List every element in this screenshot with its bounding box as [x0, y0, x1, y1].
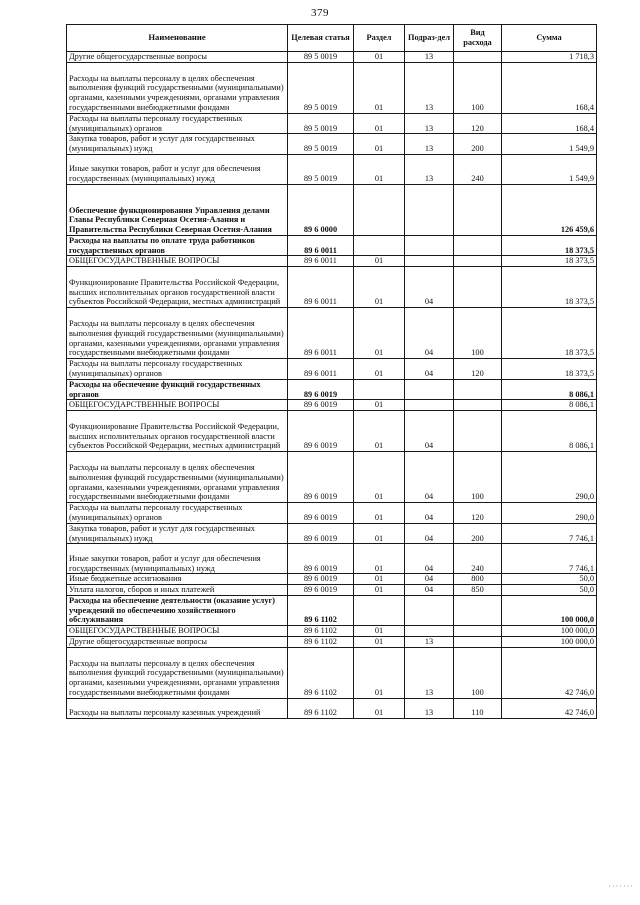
row-subsection: 13	[405, 62, 454, 113]
row-section: 01	[354, 647, 405, 698]
header-name: Наименование	[67, 25, 288, 52]
header-sum: Сумма	[502, 25, 597, 52]
row-subsection: 04	[405, 574, 454, 585]
table-row	[67, 647, 597, 698]
row-target-article: 89 6 0019	[288, 523, 354, 544]
row-subsection: 04	[405, 359, 454, 380]
row-expense-type	[454, 400, 502, 411]
row-name: Расходы на выплаты персоналу казенных учреждений	[67, 698, 288, 718]
row-subsection: 13	[405, 154, 454, 184]
row-sum: 1 549,9	[502, 154, 597, 184]
table-row	[67, 595, 597, 625]
row-subsection	[405, 184, 454, 235]
row-expense-type	[454, 636, 502, 647]
row-target-article: 89 6 0019	[288, 411, 354, 452]
row-target-article: 89 6 1102	[288, 626, 354, 637]
row-expense-type: 110	[454, 698, 502, 718]
row-subsection: 13	[405, 636, 454, 647]
table-row	[67, 585, 597, 596]
row-sum: 18 373,5	[502, 267, 597, 308]
row-section: 01	[354, 134, 405, 155]
row-target-article: 89 6 0019	[288, 379, 354, 400]
row-name: Иные бюджетные ассигнования	[67, 574, 288, 585]
row-target-article: 89 6 1102	[288, 595, 354, 625]
row-section: 01	[354, 308, 405, 359]
row-section: 01	[354, 452, 405, 503]
row-sum: 1 549,9	[502, 134, 597, 155]
row-name: Расходы на выплаты персоналу государственных (муниципальных) органов	[67, 503, 288, 524]
row-name: ОБЩЕГОСУДАРСТВЕННЫЕ ВОПРОСЫ	[67, 256, 288, 267]
row-target-article: 89 6 0011	[288, 235, 354, 256]
row-target-article: 89 5 0019	[288, 62, 354, 113]
table-row	[67, 267, 597, 308]
row-sum: 290,0	[502, 452, 597, 503]
row-expense-type: 800	[454, 574, 502, 585]
row-name: Функционирование Правительства Российской Федерации, высших исполнительных органов государственной власти субъектов Российской Федерации, местных администраций	[67, 411, 288, 452]
header-subsection: Подраз-дел	[405, 25, 454, 52]
row-expense-type	[454, 626, 502, 637]
row-sum: 126 459,6	[502, 184, 597, 235]
table-row	[67, 452, 597, 503]
row-sum: 18 373,5	[502, 308, 597, 359]
row-name: Расходы на выплаты персоналу государственных (муниципальных) органов	[67, 359, 288, 380]
row-target-article: 89 6 0019	[288, 585, 354, 596]
row-name: Функционирование Правительства Российской Федерации, высших исполнительных органов государственной власти субъектов Российской Федерации, местных администраций	[67, 267, 288, 308]
row-section	[354, 379, 405, 400]
row-subsection	[405, 379, 454, 400]
budget-table	[66, 24, 597, 719]
page-number: 379	[311, 7, 329, 19]
row-target-article: 89 6 0011	[288, 308, 354, 359]
row-sum: 18 373,5	[502, 235, 597, 256]
table-body	[67, 52, 597, 719]
row-target-article: 89 6 0019	[288, 503, 354, 524]
row-expense-type: 240	[454, 154, 502, 184]
row-subsection: 13	[405, 647, 454, 698]
row-target-article: 89 5 0019	[288, 134, 354, 155]
row-name: Уплата налогов, сборов и иных платежей	[67, 585, 288, 596]
row-expense-type: 120	[454, 359, 502, 380]
row-section: 01	[354, 154, 405, 184]
table-row	[67, 379, 597, 400]
row-name: Расходы на обеспечение функций государственных органов	[67, 379, 288, 400]
row-sum: 100 000,0	[502, 595, 597, 625]
row-target-article: 89 6 0011	[288, 267, 354, 308]
row-subsection: 04	[405, 452, 454, 503]
row-name: Другие общегосударственные вопросы	[67, 636, 288, 647]
row-expense-type: 240	[454, 544, 502, 574]
row-subsection: 04	[405, 267, 454, 308]
row-name: ОБЩЕГОСУДАРСТВЕННЫЕ ВОПРОСЫ	[67, 400, 288, 411]
row-name: Расходы на обеспечение деятельности (оказание услуг) учреждений по обеспечению хозяйственного обслуживания	[67, 595, 288, 625]
row-section: 01	[354, 400, 405, 411]
row-expense-type: 100	[454, 647, 502, 698]
table-row	[67, 52, 597, 63]
row-subsection: 04	[405, 411, 454, 452]
row-sum: 168,4	[502, 113, 597, 134]
table-row	[67, 626, 597, 637]
row-sum: 1 718,3	[502, 52, 597, 63]
row-expense-type: 200	[454, 134, 502, 155]
row-subsection	[405, 595, 454, 625]
row-target-article: 89 6 0000	[288, 184, 354, 235]
row-section	[354, 595, 405, 625]
row-section: 01	[354, 52, 405, 63]
row-target-article: 89 6 0019	[288, 574, 354, 585]
row-name: Расходы на выплаты персоналу в целях обеспечения выполнения функций государственными (муниципальными) органами, казенными учреждениями, органами управления государственными внебюджетными фондами	[67, 62, 288, 113]
table-header	[67, 25, 597, 52]
row-sum: 50,0	[502, 574, 597, 585]
row-subsection: 13	[405, 113, 454, 134]
row-subsection: 13	[405, 134, 454, 155]
row-name: Другие общегосударственные вопросы	[67, 52, 288, 63]
table-row	[67, 411, 597, 452]
row-section: 01	[354, 698, 405, 718]
row-expense-type: 850	[454, 585, 502, 596]
row-subsection: 04	[405, 544, 454, 574]
row-subsection: 04	[405, 308, 454, 359]
row-target-article: 89 5 0019	[288, 154, 354, 184]
row-section: 01	[354, 636, 405, 647]
row-section: 01	[354, 544, 405, 574]
row-subsection	[405, 235, 454, 256]
table-row	[67, 698, 597, 718]
footer-decoration: ·······	[608, 882, 634, 891]
row-section: 01	[354, 62, 405, 113]
row-target-article: 89 6 0019	[288, 400, 354, 411]
header-section: Раздел	[354, 25, 405, 52]
row-section: 01	[354, 267, 405, 308]
row-name: Обеспечение функционирования Управления делами Главы Республики Северная Осетия-Алания и Правительства Республики Северная Осетия-Алания	[67, 184, 288, 235]
table-row	[67, 256, 597, 267]
row-sum: 8 086,1	[502, 411, 597, 452]
row-target-article: 89 6 1102	[288, 647, 354, 698]
row-target-article: 89 6 1102	[288, 698, 354, 718]
row-expense-type: 100	[454, 308, 502, 359]
row-sum: 290,0	[502, 503, 597, 524]
row-name: Закупка товаров, работ и услуг для государственных (муниципальных) нужд	[67, 134, 288, 155]
row-target-article: 89 5 0019	[288, 52, 354, 63]
table-row	[67, 154, 597, 184]
row-expense-type: 120	[454, 503, 502, 524]
row-name: ОБЩЕГОСУДАРСТВЕННЫЕ ВОПРОСЫ	[67, 626, 288, 637]
row-section: 01	[354, 503, 405, 524]
row-target-article: 89 6 0019	[288, 544, 354, 574]
row-subsection: 04	[405, 523, 454, 544]
row-sum: 18 373,5	[502, 256, 597, 267]
header-expense-type: Вид расхода	[454, 25, 502, 52]
row-section: 01	[354, 626, 405, 637]
row-section: 01	[354, 574, 405, 585]
row-target-article: 89 6 0011	[288, 256, 354, 267]
row-sum: 7 746,1	[502, 523, 597, 544]
row-subsection: 04	[405, 585, 454, 596]
row-target-article: 89 6 0019	[288, 452, 354, 503]
row-expense-type: 200	[454, 523, 502, 544]
table-row	[67, 308, 597, 359]
table-row	[67, 184, 597, 235]
row-subsection	[405, 400, 454, 411]
row-target-article: 89 5 0019	[288, 113, 354, 134]
table-row	[67, 235, 597, 256]
table-row	[67, 359, 597, 380]
row-target-article: 89 6 1102	[288, 636, 354, 647]
row-subsection	[405, 626, 454, 637]
row-sum: 18 373,5	[502, 359, 597, 380]
row-name: Расходы на выплаты персоналу в целях обеспечения выполнения функций государственными (муниципальными) органами, казенными учреждениями, органами управления государственными внебюджетными фондами	[67, 647, 288, 698]
row-expense-type: 100	[454, 452, 502, 503]
row-subsection: 04	[405, 503, 454, 524]
row-name: Расходы на выплаты персоналу государственных (муниципальных) органов	[67, 113, 288, 134]
row-expense-type	[454, 52, 502, 63]
row-subsection: 13	[405, 698, 454, 718]
row-section: 01	[354, 523, 405, 544]
row-sum: 50,0	[502, 585, 597, 596]
table-row	[67, 400, 597, 411]
row-section: 01	[354, 256, 405, 267]
row-name: Закупка товаров, работ и услуг для государственных (муниципальных) нужд	[67, 523, 288, 544]
row-expense-type	[454, 256, 502, 267]
row-expense-type: 120	[454, 113, 502, 134]
row-name: Иные закупки товаров, работ и услуг для обеспечения государственных (муниципальных) нужд	[67, 154, 288, 184]
row-sum: 100 000,0	[502, 636, 597, 647]
row-expense-type	[454, 235, 502, 256]
row-name: Иные закупки товаров, работ и услуг для обеспечения государственных (муниципальных) нужд	[67, 544, 288, 574]
table-row	[67, 544, 597, 574]
row-expense-type	[454, 595, 502, 625]
row-sum: 8 086,1	[502, 400, 597, 411]
table-row	[67, 574, 597, 585]
table-row	[67, 523, 597, 544]
row-sum: 42 746,0	[502, 698, 597, 718]
row-subsection	[405, 256, 454, 267]
row-expense-type	[454, 379, 502, 400]
row-expense-type	[454, 267, 502, 308]
row-expense-type	[454, 411, 502, 452]
row-expense-type: 100	[454, 62, 502, 113]
row-sum: 168,4	[502, 62, 597, 113]
row-expense-type	[454, 184, 502, 235]
row-sum: 7 746,1	[502, 544, 597, 574]
row-name: Расходы на выплаты персоналу в целях обеспечения выполнения функций государственными (муниципальными) органами, казенными учреждениями, органами управления государственными внебюджетными фондами	[67, 308, 288, 359]
row-section: 01	[354, 585, 405, 596]
table-row	[67, 62, 597, 113]
row-section: 01	[354, 411, 405, 452]
table-row	[67, 134, 597, 155]
row-sum: 8 086,1	[502, 379, 597, 400]
row-section	[354, 184, 405, 235]
row-sum: 100 000,0	[502, 626, 597, 637]
row-section: 01	[354, 359, 405, 380]
row-name: Расходы на выплаты персоналу в целях обеспечения выполнения функций государственными (муниципальными) органами, казенными учреждениями, органами управления государственными внебюджетными фондами	[67, 452, 288, 503]
table-row	[67, 503, 597, 524]
row-section	[354, 235, 405, 256]
header-target-article: Целевая статья	[288, 25, 354, 52]
row-subsection: 13	[405, 52, 454, 63]
table-row	[67, 636, 597, 647]
row-target-article: 89 6 0011	[288, 359, 354, 380]
row-name: Расходы на выплаты по оплате труда работников государственных органов	[67, 235, 288, 256]
row-sum: 42 746,0	[502, 647, 597, 698]
row-section: 01	[354, 113, 405, 134]
table-row	[67, 113, 597, 134]
